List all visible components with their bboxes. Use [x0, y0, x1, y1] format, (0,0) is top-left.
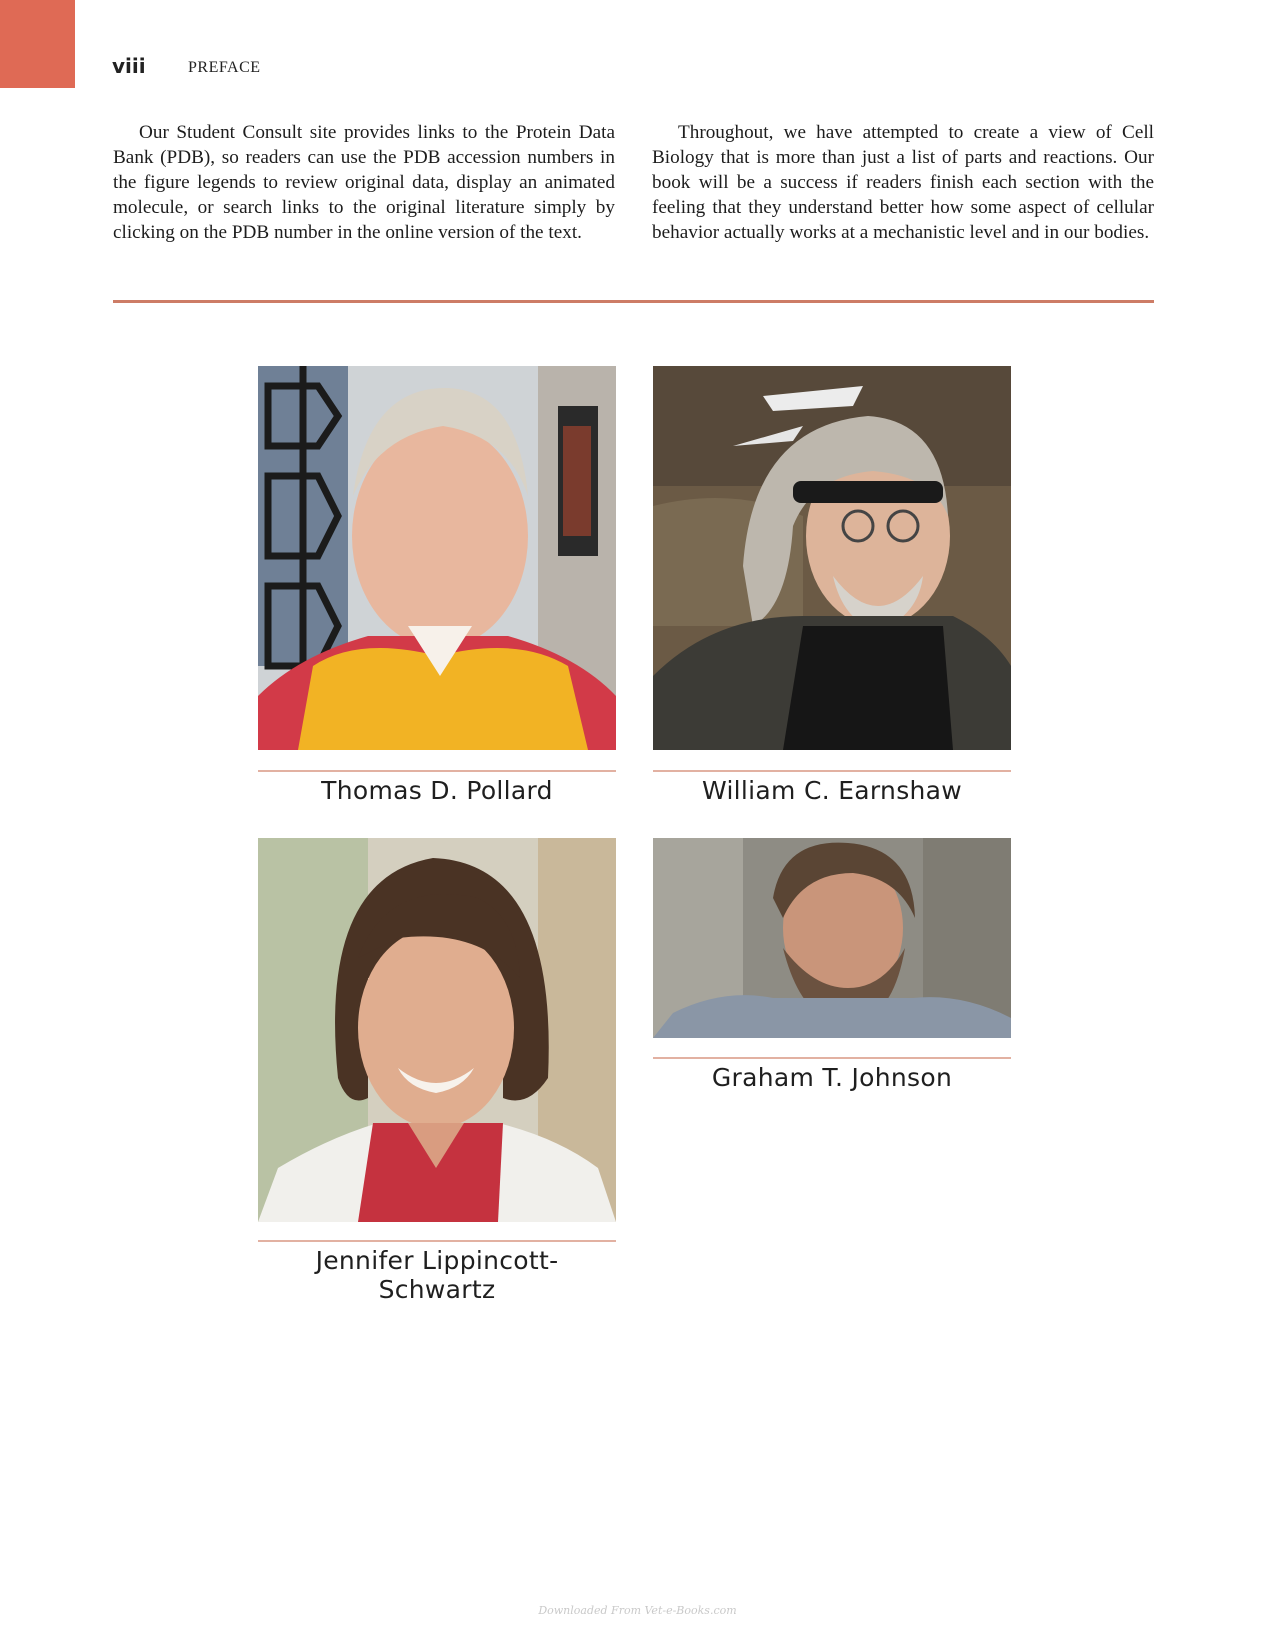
right-paragraph: Throughout, we have attempted to create a view of Cell Biology that is more than just a list of parts and reactions. Our book will be a success if readers finish each section with the feeling that they understand better how some aspect of cellular behavior actually works at a mechanistic level and in our bodies.	[652, 122, 1154, 243]
page-number: viii	[112, 54, 146, 78]
left-column	[113, 120, 615, 245]
caption-earnshaw: William C. Earnshaw	[701, 776, 963, 805]
right-column	[652, 120, 1154, 245]
download-watermark: Downloaded From Vet-e-Books.com	[538, 1604, 737, 1617]
author-photo-earnshaw	[653, 366, 1011, 750]
left-paragraph: Our Student Consult site provides links to the Protein Data Bank (PDB), so readers can use the PDB accession numbers in the figure legends to review original data, display an animated molecule, or search links to the original literature simply by clicking on the PDB number in the online version of the text.	[113, 122, 615, 243]
caption-rule-johnson	[653, 1057, 1011, 1059]
running-head: PREFACE	[188, 59, 261, 76]
section-divider	[113, 300, 1154, 303]
corner-color-tab	[0, 0, 75, 88]
caption-johnson: Graham T. Johnson	[711, 1063, 953, 1092]
caption-rule-earnshaw	[653, 770, 1011, 772]
caption-rule-lippincott-schwartz	[258, 1240, 616, 1242]
caption-lippincott-schwartz: Jennifer Lippincott-Schwartz	[315, 1246, 559, 1304]
author-photo-lippincott-schwartz	[258, 838, 616, 1222]
caption-rule-pollard	[258, 770, 616, 772]
author-photo-johnson	[653, 838, 1011, 1038]
author-photo-pollard	[258, 366, 616, 750]
caption-pollard: Thomas D. Pollard	[321, 776, 553, 805]
